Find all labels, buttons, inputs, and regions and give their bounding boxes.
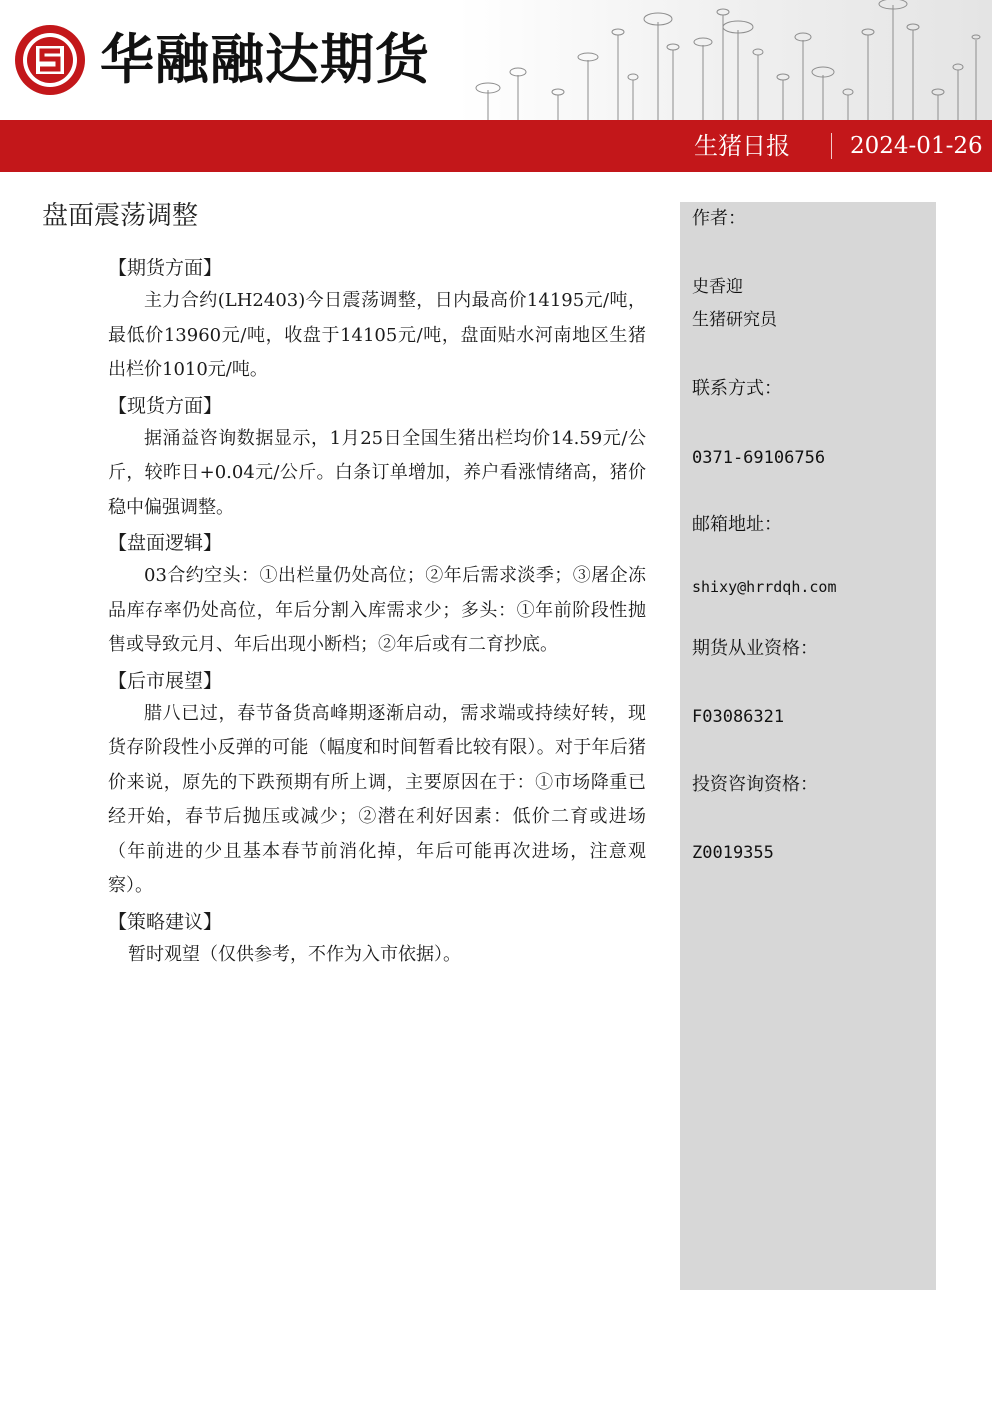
section-spot [108,390,646,526]
header-decoration [458,0,992,120]
report-banner [0,120,992,172]
advisory-cert-label: 投资咨询资格： [692,774,818,795]
section-strategy [108,906,646,973]
email-address[interactable]: shixy@hrrdqh.com [692,578,837,596]
report-type: 生猪日报 [694,132,790,160]
phone-number: 0371-69106756 [692,448,826,468]
section-paragraph: 据涌益咨询数据显示，1月25日全国生猪出栏均价14.59元/公斤，较昨日+0.04元/公斤。白条订单增加，养户看涨情绪高，猪价稳中偏强调整。 [108,427,646,518]
section-paragraph: 腊八已过，春节备货高峰期逐渐启动，需求端或持续好转，现货存阶段性小反弹的可能（幅度和时间暂看比较有限）。对于年后猪价来说，原先的下跌预期有所上调，主要原因在于：①市场降重已经开始，春节后抛压或减少；②潜在利好因素：低价二育或进场（年前进的少且基本春节前消化掉，年后可能再次进场，注意观察）。 [108,702,646,896]
section-outlook [108,665,646,904]
futures-cert-label: 期货从业资格： [692,638,818,659]
page-header [0,0,992,120]
author-sidebar [680,202,936,1290]
report-title: 盘面震荡调整 [42,201,199,231]
author-role: 生猪研究员 [692,310,777,330]
report-date: 2024-01-26 [850,133,983,159]
section-paragraph: 主力合约(LH2403)今日震荡调整，日内最高价14195元/吨，最低价13960元/吨，收盘于14105元/吨，盘面贴水河南地区生猪出栏价1010元/吨。 [108,290,646,380]
section-heading: 【策略建议】 [108,910,223,933]
section-futures [108,252,646,388]
company-logo-icon [12,22,88,98]
section-heading: 【盘面逻辑】 [108,532,223,554]
author-name: 史香迎 [692,277,743,297]
brand-name: 华融融达期货 [100,28,430,91]
section-heading: 【现货方面】 [108,394,223,417]
contact-label: 联系方式： [692,378,782,399]
email-label: 邮箱地址： [692,514,782,535]
section-logic [108,527,646,663]
section-paragraph: 暂时观望（仅供参考，不作为入市依据）。 [128,943,461,965]
section-heading: 【期货方面】 [108,257,223,279]
section-paragraph: 03合约空头：①出栏量仍处高位；②年后需求淡季；③屠企冻品库存率仍处高位，年后分割入库需求少；多头：①年前阶段性抛售或导致元月、年后出现小断档；②年后或有二育抄底。 [108,565,646,655]
advisory-cert-number: Z0019355 [692,843,774,863]
banner-divider [831,133,832,159]
report-body [108,252,646,974]
section-heading: 【后市展望】 [108,669,223,692]
futures-cert-number: F03086321 [692,707,785,727]
author-label: 作者： [692,208,746,229]
